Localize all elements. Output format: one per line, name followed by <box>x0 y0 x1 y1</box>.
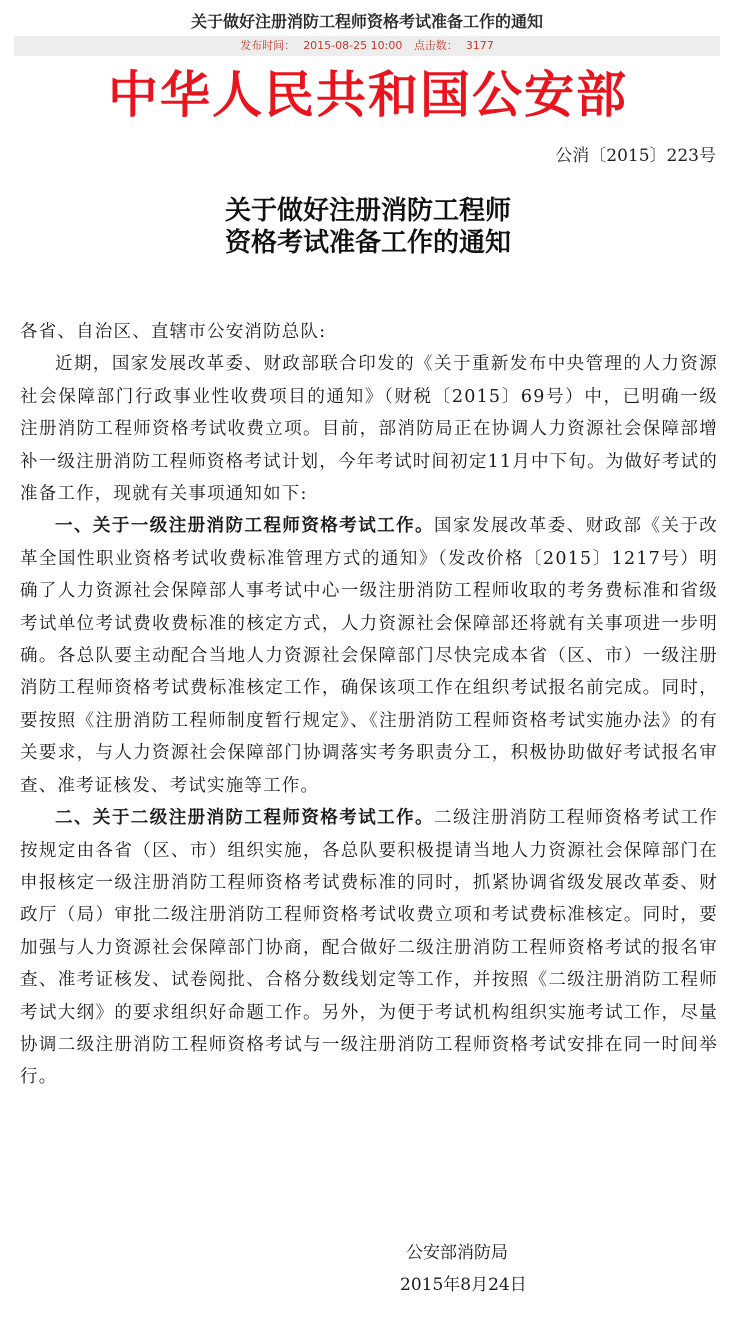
signature-org: 公安部消防局 <box>406 1243 508 1263</box>
section-2-paragraph <box>20 802 718 1094</box>
ministry-letterhead: 中华人民共和国公安部 <box>108 65 628 124</box>
section-2-heading: 二、关于二级注册消防工程师资格考试工作。 <box>55 808 434 829</box>
section-1-paragraph <box>20 510 718 802</box>
document-title <box>0 195 736 259</box>
document-title-line-2: 资格考试准备工作的通知 <box>224 228 511 258</box>
click-count-label: 点击数： <box>413 39 458 52</box>
signature-block <box>400 1237 527 1301</box>
publish-time-label: 发布时间： <box>240 39 296 52</box>
page-header <box>14 8 720 56</box>
click-count: 3177 <box>465 39 494 52</box>
meta-bar <box>14 36 720 56</box>
page-title: 关于做好注册消防工程师资格考试准备工作的通知 <box>190 12 543 31</box>
section-1-heading: 一、关于一级注册消防工程师资格考试工作。 <box>55 516 434 537</box>
document-body <box>20 316 718 1094</box>
document-title-line-1: 关于做好注册消防工程师 <box>224 196 511 226</box>
section-2-text: 二级注册消防工程师资格考试工作按规定由各省（区、市）组织实施，各总队要积极提请当地人力资源社会保障部门在申报核定一级注册消防工程师资格考试费标准的同时，抓紧协调省级发展改革委、财政厅（局）审批二级注册消防工程师资格考试收费立项和考试费标准核定。同时，要加强与人力资源社会保障部门协商，配合做好二级注册消防工程师资格考试的报名审查、准考证核发、试卷阅批、合格分数线划定等工作，并按照《二级注册消防工程师考试大纲》的要求组织好命题工作。另外，为便于考试机构组织实施考试工作，尽量协调二级注册消防工程师资格考试与一级注册消防工程师资格考试安排在同一时间举行。 <box>20 808 718 1088</box>
section-1-text: 国家发展改革委、财政部《关于改革全国性职业资格考试收费标准管理方式的通知》（发改价格〔2015〕1217号）明确了人力资源社会保障部人事考试中心一级注册消防工程师收取的考务费标准和省级考试单位考试费收费标准的核定方式，人力资源社会保障部还将就有关事项进一步明确。各总队要主动配合当地人力资源社会保障部门尽快完成本省（区、市）一级注册消防工程师资格考试费标准核定工作，确保该项工作在组织考试报名前完成。同时，要按照《注册消防工程师制度暂行规定》、《注册消防工程师资格考试实施办法》的有关要求，与人力资源社会保障部门协调落实考务职责分工，积极协助做好考试报名审查、准考证核发、考试实施等工作。 <box>20 516 718 796</box>
signature-date: 2015年8月24日 <box>400 1275 527 1295</box>
publish-time: 2015-08-25 10:00 <box>303 39 403 52</box>
intro-paragraph: 近期，国家发展改革委、财政部联合印发的《关于重新发布中央管理的人力资源社会保障部门行政事业性收费项目的通知》（财税〔2015〕69号）中，已明确一级注册消防工程师资格考试收费立项。目前，部消防局正在协调人力资源社会保障部增补一级注册消防工程师资格考试计划，今年考试时间初定11月中下旬。为做好考试的准备工作，现就有关事项通知如下: <box>20 354 718 505</box>
salutation: 各省、自治区、直辖市公安消防总队: <box>20 322 327 342</box>
document-number: 公消〔2015〕223号 <box>555 146 716 166</box>
